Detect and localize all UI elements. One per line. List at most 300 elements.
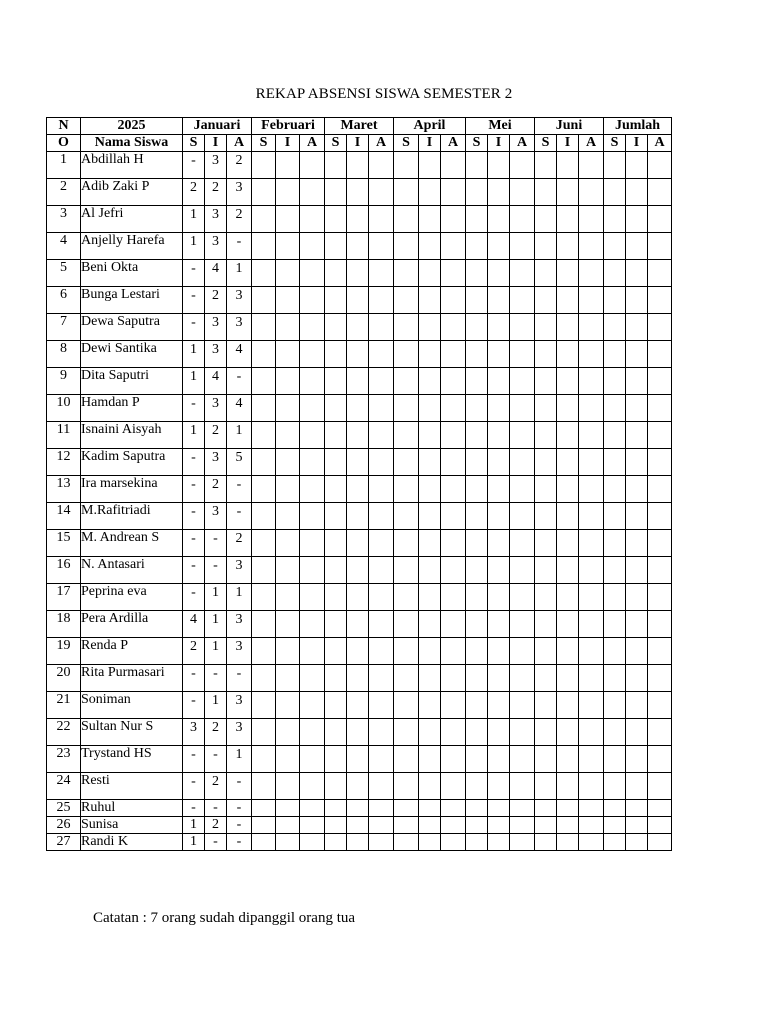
student-name: Ira marsekina	[81, 476, 183, 503]
empty-cell	[488, 692, 510, 719]
januari-s-cell: -	[183, 476, 205, 503]
empty-cell	[369, 341, 394, 368]
empty-cell	[510, 395, 535, 422]
row-number: 3	[47, 206, 81, 233]
empty-cell	[325, 314, 347, 341]
table-row	[47, 746, 672, 773]
empty-cell	[300, 314, 325, 341]
empty-cell	[419, 834, 441, 851]
empty-cell	[347, 611, 369, 638]
row-number: 19	[47, 638, 81, 665]
empty-cell	[626, 422, 648, 449]
empty-cell	[557, 395, 579, 422]
januari-a-cell: 4	[227, 341, 252, 368]
empty-cell	[579, 476, 604, 503]
empty-cell	[441, 368, 466, 395]
empty-cell	[369, 233, 394, 260]
empty-cell	[369, 665, 394, 692]
empty-cell	[604, 260, 626, 287]
empty-cell	[466, 368, 488, 395]
januari-a-cell: 3	[227, 557, 252, 584]
empty-cell	[488, 530, 510, 557]
empty-cell	[535, 557, 557, 584]
empty-cell	[604, 611, 626, 638]
header-sub-a: A	[369, 135, 394, 152]
empty-cell	[419, 422, 441, 449]
empty-cell	[579, 503, 604, 530]
empty-cell	[466, 314, 488, 341]
empty-cell	[579, 341, 604, 368]
empty-cell	[252, 179, 276, 206]
empty-cell	[252, 422, 276, 449]
januari-s-cell: 1	[183, 233, 205, 260]
januari-i-cell: 3	[205, 233, 227, 260]
empty-cell	[252, 557, 276, 584]
empty-cell	[300, 179, 325, 206]
empty-cell	[276, 206, 300, 233]
empty-cell	[300, 476, 325, 503]
empty-cell	[394, 341, 419, 368]
empty-cell	[557, 530, 579, 557]
empty-cell	[347, 746, 369, 773]
empty-cell	[419, 665, 441, 692]
empty-cell	[252, 368, 276, 395]
student-name: Rita Purmasari	[81, 665, 183, 692]
empty-cell	[325, 233, 347, 260]
empty-cell	[347, 314, 369, 341]
empty-cell	[648, 206, 672, 233]
empty-cell	[488, 233, 510, 260]
empty-cell	[300, 611, 325, 638]
empty-cell	[579, 206, 604, 233]
empty-cell	[579, 834, 604, 851]
empty-cell	[535, 233, 557, 260]
empty-cell	[466, 422, 488, 449]
empty-cell	[510, 152, 535, 179]
empty-cell	[252, 314, 276, 341]
empty-cell	[535, 314, 557, 341]
empty-cell	[276, 834, 300, 851]
empty-cell	[394, 260, 419, 287]
empty-cell	[300, 665, 325, 692]
empty-cell	[419, 800, 441, 817]
table-row	[47, 557, 672, 584]
header-month-mei: Mei	[466, 118, 535, 135]
empty-cell	[626, 341, 648, 368]
empty-cell	[252, 260, 276, 287]
empty-cell	[510, 287, 535, 314]
empty-cell	[394, 503, 419, 530]
empty-cell	[579, 368, 604, 395]
empty-cell	[300, 834, 325, 851]
empty-cell	[300, 773, 325, 800]
empty-cell	[325, 746, 347, 773]
empty-cell	[466, 206, 488, 233]
januari-i-cell: 2	[205, 719, 227, 746]
empty-cell	[648, 834, 672, 851]
empty-cell	[488, 179, 510, 206]
empty-cell	[347, 665, 369, 692]
empty-cell	[369, 834, 394, 851]
empty-cell	[300, 260, 325, 287]
empty-cell	[579, 817, 604, 834]
header-row-sia	[47, 135, 672, 152]
table-row	[47, 817, 672, 834]
empty-cell	[604, 584, 626, 611]
empty-cell	[648, 260, 672, 287]
empty-cell	[347, 476, 369, 503]
empty-cell	[300, 368, 325, 395]
empty-cell	[466, 665, 488, 692]
empty-cell	[394, 530, 419, 557]
januari-s-cell: 1	[183, 206, 205, 233]
empty-cell	[325, 800, 347, 817]
empty-cell	[252, 530, 276, 557]
header-month-februari: Februari	[252, 118, 325, 135]
empty-cell	[579, 287, 604, 314]
table-row	[47, 206, 672, 233]
row-number: 10	[47, 395, 81, 422]
empty-cell	[300, 584, 325, 611]
empty-cell	[510, 530, 535, 557]
row-number: 27	[47, 834, 81, 851]
empty-cell	[648, 611, 672, 638]
januari-s-cell: 1	[183, 341, 205, 368]
empty-cell	[604, 287, 626, 314]
empty-cell	[369, 314, 394, 341]
empty-cell	[557, 233, 579, 260]
row-number: 2	[47, 179, 81, 206]
empty-cell	[535, 152, 557, 179]
empty-cell	[466, 152, 488, 179]
januari-i-cell: 2	[205, 287, 227, 314]
empty-cell	[557, 152, 579, 179]
empty-cell	[535, 692, 557, 719]
empty-cell	[419, 395, 441, 422]
empty-cell	[626, 233, 648, 260]
empty-cell	[369, 503, 394, 530]
empty-cell	[579, 314, 604, 341]
empty-cell	[369, 287, 394, 314]
empty-cell	[648, 422, 672, 449]
empty-cell	[604, 773, 626, 800]
empty-cell	[394, 665, 419, 692]
empty-cell	[604, 665, 626, 692]
empty-cell	[510, 584, 535, 611]
row-number: 8	[47, 341, 81, 368]
empty-cell	[488, 314, 510, 341]
empty-cell	[252, 287, 276, 314]
empty-cell	[347, 287, 369, 314]
row-number: 15	[47, 530, 81, 557]
empty-cell	[441, 665, 466, 692]
empty-cell	[394, 773, 419, 800]
row-number: 14	[47, 503, 81, 530]
empty-cell	[325, 422, 347, 449]
empty-cell	[510, 206, 535, 233]
empty-cell	[488, 584, 510, 611]
student-name: Dewa Saputra	[81, 314, 183, 341]
empty-cell	[252, 834, 276, 851]
empty-cell	[648, 817, 672, 834]
empty-cell	[535, 287, 557, 314]
empty-cell	[579, 557, 604, 584]
empty-cell	[369, 260, 394, 287]
empty-cell	[276, 773, 300, 800]
empty-cell	[648, 719, 672, 746]
januari-i-cell: 4	[205, 260, 227, 287]
empty-cell	[510, 719, 535, 746]
januari-s-cell: -	[183, 260, 205, 287]
empty-cell	[488, 368, 510, 395]
empty-cell	[300, 638, 325, 665]
empty-cell	[325, 557, 347, 584]
januari-a-cell: 3	[227, 719, 252, 746]
januari-a-cell: -	[227, 368, 252, 395]
empty-cell	[394, 233, 419, 260]
januari-i-cell: -	[205, 746, 227, 773]
januari-s-cell: 1	[183, 834, 205, 851]
empty-cell	[325, 719, 347, 746]
empty-cell	[369, 692, 394, 719]
empty-cell	[276, 368, 300, 395]
empty-cell	[626, 314, 648, 341]
empty-cell	[300, 422, 325, 449]
empty-cell	[626, 800, 648, 817]
empty-cell	[325, 611, 347, 638]
januari-i-cell: 3	[205, 449, 227, 476]
empty-cell	[347, 557, 369, 584]
empty-cell	[347, 260, 369, 287]
januari-i-cell: -	[205, 665, 227, 692]
empty-cell	[369, 817, 394, 834]
empty-cell	[579, 449, 604, 476]
januari-s-cell: 3	[183, 719, 205, 746]
januari-s-cell: -	[183, 800, 205, 817]
empty-cell	[626, 395, 648, 422]
empty-cell	[579, 395, 604, 422]
empty-cell	[557, 314, 579, 341]
empty-cell	[579, 665, 604, 692]
empty-cell	[441, 584, 466, 611]
januari-s-cell: 2	[183, 638, 205, 665]
empty-cell	[300, 395, 325, 422]
note-text: Catatan : 7 orang sudah dipanggil orang tua	[93, 910, 356, 926]
table-row	[47, 530, 672, 557]
empty-cell	[466, 773, 488, 800]
empty-cell	[604, 638, 626, 665]
empty-cell	[488, 719, 510, 746]
empty-cell	[510, 817, 535, 834]
empty-cell	[441, 773, 466, 800]
empty-cell	[441, 503, 466, 530]
empty-cell	[394, 206, 419, 233]
empty-cell	[579, 719, 604, 746]
empty-cell	[441, 611, 466, 638]
empty-cell	[648, 449, 672, 476]
empty-cell	[466, 746, 488, 773]
empty-cell	[535, 179, 557, 206]
table-row	[47, 395, 672, 422]
empty-cell	[648, 395, 672, 422]
empty-cell	[369, 368, 394, 395]
empty-cell	[648, 800, 672, 817]
empty-cell	[557, 287, 579, 314]
empty-cell	[394, 449, 419, 476]
empty-cell	[604, 476, 626, 503]
empty-cell	[557, 422, 579, 449]
empty-cell	[626, 260, 648, 287]
januari-s-cell: -	[183, 692, 205, 719]
januari-s-cell: -	[183, 746, 205, 773]
empty-cell	[276, 260, 300, 287]
table-row	[47, 341, 672, 368]
empty-cell	[441, 719, 466, 746]
empty-cell	[441, 152, 466, 179]
januari-a-cell: 5	[227, 449, 252, 476]
empty-cell	[300, 692, 325, 719]
empty-cell	[300, 719, 325, 746]
empty-cell	[325, 530, 347, 557]
empty-cell	[626, 611, 648, 638]
empty-cell	[626, 287, 648, 314]
januari-a-cell: -	[227, 773, 252, 800]
student-name: Dita Saputri	[81, 368, 183, 395]
empty-cell	[276, 692, 300, 719]
header-month-april: April	[394, 118, 466, 135]
januari-a-cell: 4	[227, 395, 252, 422]
empty-cell	[488, 260, 510, 287]
header-sub-s: S	[535, 135, 557, 152]
header-sub-i: I	[276, 135, 300, 152]
empty-cell	[441, 287, 466, 314]
empty-cell	[535, 719, 557, 746]
empty-cell	[648, 341, 672, 368]
row-number: 4	[47, 233, 81, 260]
januari-a-cell: 1	[227, 260, 252, 287]
empty-cell	[325, 287, 347, 314]
empty-cell	[626, 557, 648, 584]
empty-cell	[300, 503, 325, 530]
empty-cell	[252, 449, 276, 476]
empty-cell	[535, 817, 557, 834]
row-number: 21	[47, 692, 81, 719]
row-number: 26	[47, 817, 81, 834]
empty-cell	[252, 773, 276, 800]
table-row	[47, 152, 672, 179]
empty-cell	[488, 800, 510, 817]
empty-cell	[276, 287, 300, 314]
empty-cell	[626, 449, 648, 476]
januari-i-cell: 3	[205, 152, 227, 179]
januari-i-cell: -	[205, 800, 227, 817]
januari-i-cell: 2	[205, 179, 227, 206]
empty-cell	[604, 746, 626, 773]
empty-cell	[604, 557, 626, 584]
student-name: Sultan Nur S	[81, 719, 183, 746]
empty-cell	[394, 395, 419, 422]
empty-cell	[535, 395, 557, 422]
empty-cell	[510, 611, 535, 638]
empty-cell	[466, 719, 488, 746]
empty-cell	[510, 665, 535, 692]
empty-cell	[648, 314, 672, 341]
empty-cell	[557, 692, 579, 719]
empty-cell	[252, 503, 276, 530]
empty-cell	[648, 503, 672, 530]
empty-cell	[510, 834, 535, 851]
januari-s-cell: -	[183, 287, 205, 314]
empty-cell	[300, 206, 325, 233]
empty-cell	[394, 314, 419, 341]
empty-cell	[488, 746, 510, 773]
empty-cell	[510, 179, 535, 206]
empty-cell	[276, 179, 300, 206]
empty-cell	[510, 692, 535, 719]
empty-cell	[626, 834, 648, 851]
januari-a-cell: 3	[227, 287, 252, 314]
empty-cell	[252, 817, 276, 834]
header-no-bottom: O	[47, 135, 81, 152]
empty-cell	[419, 449, 441, 476]
header-sub-s: S	[325, 135, 347, 152]
empty-cell	[535, 834, 557, 851]
empty-cell	[276, 638, 300, 665]
januari-s-cell: -	[183, 530, 205, 557]
empty-cell	[579, 746, 604, 773]
empty-cell	[300, 557, 325, 584]
empty-cell	[510, 368, 535, 395]
empty-cell	[466, 584, 488, 611]
student-name: Pera Ardilla	[81, 611, 183, 638]
header-sub-i: I	[488, 135, 510, 152]
empty-cell	[369, 395, 394, 422]
empty-cell	[325, 665, 347, 692]
row-number: 7	[47, 314, 81, 341]
empty-cell	[557, 800, 579, 817]
empty-cell	[557, 557, 579, 584]
empty-cell	[347, 834, 369, 851]
student-name: Isnaini Aisyah	[81, 422, 183, 449]
empty-cell	[535, 638, 557, 665]
empty-cell	[347, 800, 369, 817]
januari-i-cell: 4	[205, 368, 227, 395]
header-sub-a: A	[441, 135, 466, 152]
empty-cell	[510, 638, 535, 665]
empty-cell	[394, 152, 419, 179]
empty-cell	[394, 817, 419, 834]
empty-cell	[394, 719, 419, 746]
row-number: 17	[47, 584, 81, 611]
empty-cell	[510, 449, 535, 476]
student-name: Sunisa	[81, 817, 183, 834]
table-row	[47, 503, 672, 530]
table-row	[47, 800, 672, 817]
empty-cell	[276, 557, 300, 584]
row-number: 24	[47, 773, 81, 800]
empty-cell	[626, 503, 648, 530]
header-sub-a: A	[510, 135, 535, 152]
empty-cell	[648, 530, 672, 557]
januari-a-cell: 3	[227, 692, 252, 719]
empty-cell	[604, 179, 626, 206]
empty-cell	[535, 800, 557, 817]
empty-cell	[510, 800, 535, 817]
row-number: 23	[47, 746, 81, 773]
januari-a-cell: -	[227, 503, 252, 530]
empty-cell	[604, 233, 626, 260]
januari-s-cell: -	[183, 557, 205, 584]
